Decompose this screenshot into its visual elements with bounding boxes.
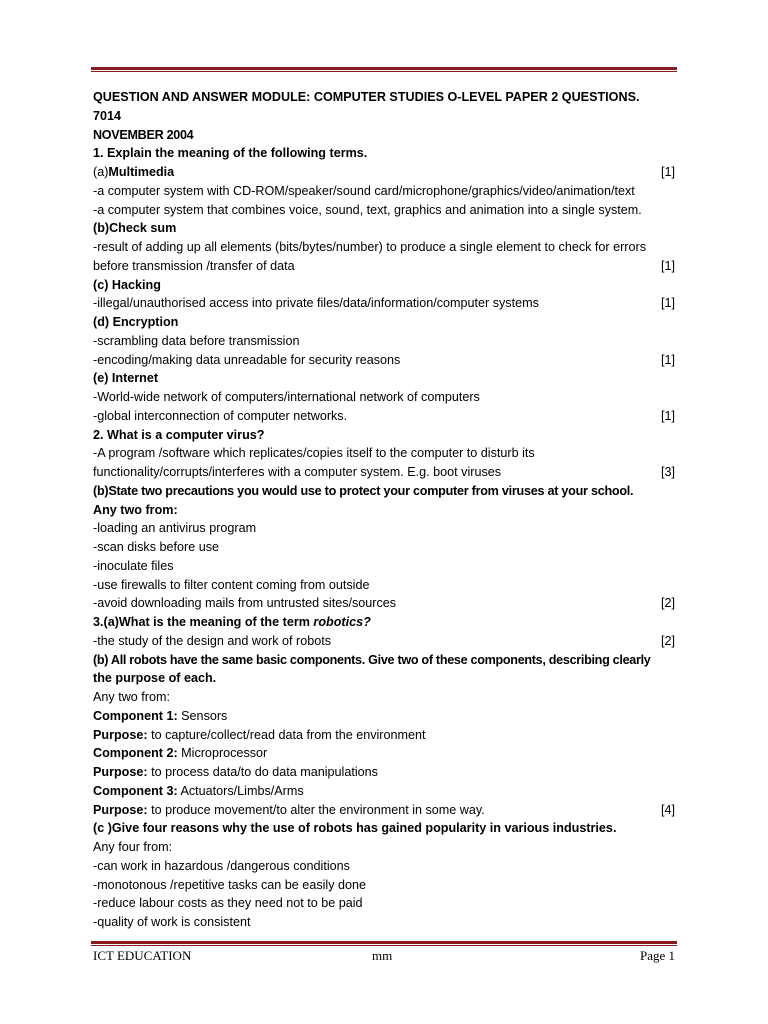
list-item: -can work in hazardous /dangerous conditions — [93, 858, 350, 873]
list-item: -monotonous /repetitive tasks can be easily done — [93, 877, 367, 892]
answer-line: -illegal/unauthorised access into private files/data/information/computer systems [1] — [93, 294, 675, 313]
footer-center: mm — [372, 948, 393, 963]
q1d-heading: (d) Encryption — [93, 315, 179, 329]
purpose-line: Purpose: to produce movement/to alter the environment in some way. [4] — [93, 801, 675, 820]
component-line: Component 1: Sensors — [93, 708, 228, 723]
q3b-intro: Any two from: — [93, 690, 170, 704]
footer-left: ICT EDUCATION — [93, 948, 192, 963]
q3c-intro: Any four from: — [93, 840, 173, 854]
mark: [4] — [660, 802, 675, 817]
q2b-stem: (b)State two precautions you would use to protect your computer from viruses at your school. — [93, 483, 634, 498]
paper-code: 7014 — [93, 108, 122, 123]
page-number: Page 1 — [639, 948, 675, 963]
q1e-heading: (e) Internet — [93, 371, 159, 386]
list-item: -loading an antivirus program — [93, 521, 257, 536]
q3b-stem: the purpose of each. — [93, 671, 217, 686]
q3b-stem: (b) All robots have the same basic components. Give two of these components, describing clearly — [93, 652, 651, 667]
answer-line: -global interconnection of computer networks. [1] — [93, 407, 675, 426]
answer-line: -the study of the design and work of robots [2] — [93, 632, 675, 651]
document-title: QUESTION AND ANSWER MODULE: COMPUTER STUDIES O-LEVEL PAPER 2 QUESTIONS. — [93, 90, 640, 104]
list-item: -quality of work is consistent — [93, 915, 251, 929]
header-rule — [91, 67, 677, 72]
mark: [3] — [660, 465, 675, 479]
q2-stem: 2. What is a computer virus? — [93, 427, 265, 442]
answer-line: functionality/corrupts/interferes with a computer system. E.g. boot viruses [3] — [93, 463, 675, 482]
list-item: -use firewalls to filter content coming from outside — [93, 577, 370, 592]
answer-line: -A program /software which replicates/copies itself to the computer to disturb its — [93, 446, 535, 461]
mark: [1] — [660, 258, 675, 273]
mark: [1] — [660, 408, 675, 423]
answer-line: -encoding/making data unreadable for security reasons [1] — [93, 351, 675, 370]
q3c-stem: (c )Give four reasons why the use of robots has gained popularity in various industries. — [93, 821, 617, 836]
mark: [2] — [660, 633, 675, 648]
q3a-stem: 3.(a)What is the meaning of the term robotics? — [93, 615, 371, 629]
mark: [2] — [660, 596, 675, 611]
q1-stem: 1. Explain the meaning of the following terms. — [93, 146, 368, 161]
q1b-heading: (b)Check sum — [93, 221, 177, 236]
answer-line: -a computer system that combines voice, sound, text, graphics and animation into a single system. — [93, 202, 642, 217]
list-item: -inoculate files — [93, 558, 174, 573]
answer-line: -a computer system with CD-ROM/speaker/sound card/microphone/graphics/video/animation/text — [93, 183, 635, 198]
component-line: Component 2: Microprocessor — [93, 746, 268, 761]
answer-line: -World-wide network of computers/international network of computers — [93, 390, 480, 404]
list-item: -scan disks before use — [93, 540, 219, 554]
document-body — [93, 88, 675, 932]
purpose-line: Purpose: to process data/to do data manipulations — [93, 765, 378, 779]
answer-line: -scrambling data before transmission — [93, 333, 300, 348]
mark: [1] — [660, 165, 675, 179]
mark: [1] — [660, 352, 675, 367]
q1c-heading: (c) Hacking — [93, 277, 161, 292]
mark: [1] — [660, 296, 675, 311]
component-line: Component 3: Actuators/Limbs/Arms — [93, 783, 304, 798]
answer-line: -result of adding up all elements (bits/bytes/number) to produce a single element to check for errors — [93, 240, 646, 254]
page-footer — [93, 948, 675, 966]
exam-session: NOVEMBER 2004 — [93, 127, 194, 142]
answer-line: before transmission /transfer of data [1] — [93, 257, 675, 276]
purpose-line: Purpose: to capture/collect/read data from the environment — [93, 727, 426, 742]
q1a-heading: (a)Multimedia [1] — [93, 163, 675, 182]
list-item: -avoid downloading mails from untrusted sites/sources [2] — [93, 594, 675, 613]
footer-rule — [91, 941, 677, 946]
q2b-intro: Any two from: — [93, 502, 178, 517]
list-item: -reduce labour costs as they need not to be paid — [93, 896, 363, 911]
